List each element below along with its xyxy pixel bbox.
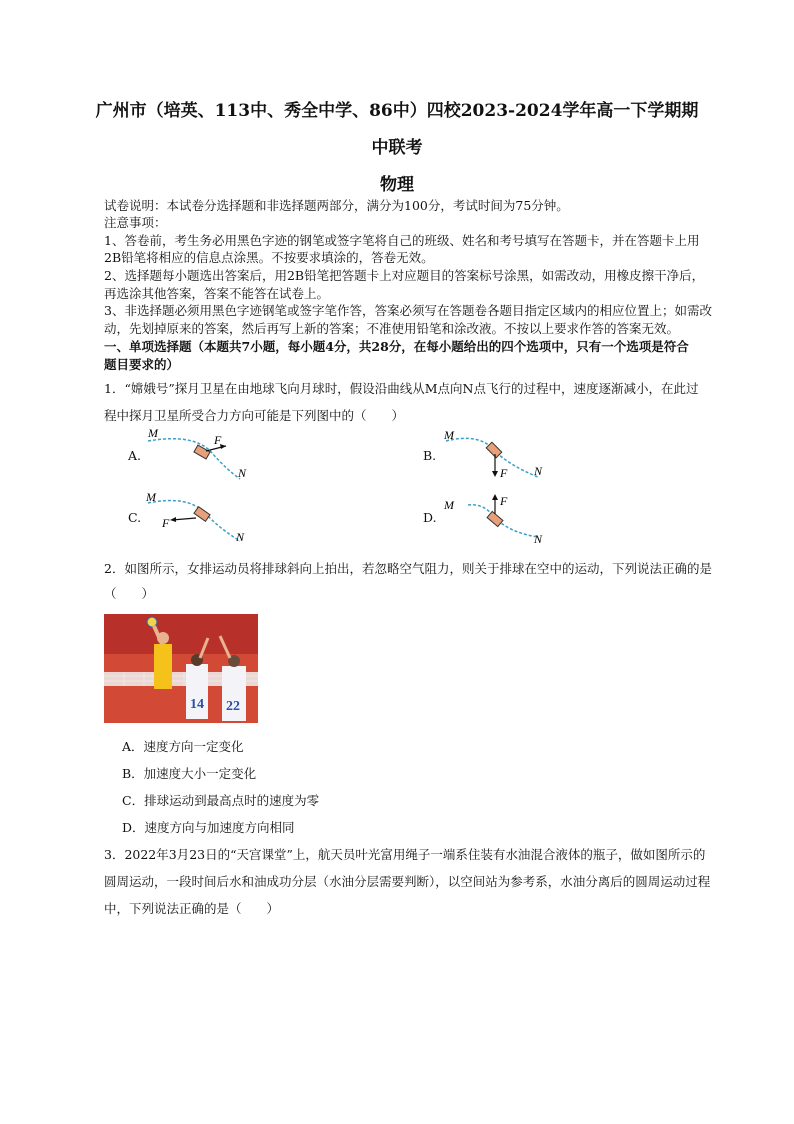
question-3-line-3: 中，下列说法正确的是（ ） xyxy=(104,901,280,916)
point-n-label: N xyxy=(534,532,543,546)
point-m-label: M xyxy=(444,428,454,442)
q1-option-d-diagram xyxy=(438,487,558,547)
point-m-label: M xyxy=(148,426,158,440)
trajectory-curve xyxy=(148,439,240,479)
note-3-line-2: 动，先划掉原来的答案，然后再写上新的答案；不准使用铅笔和涂改液。不按以上要求作答的答案无效。 xyxy=(104,321,680,336)
q2-option-d[interactable]: D．速度方向与加速度方向相同 xyxy=(122,820,295,835)
section-1-heading-line-2: 题目要求的） xyxy=(104,357,180,372)
subject-title: 物理 xyxy=(380,175,414,195)
satellite-block xyxy=(194,507,210,522)
q2-option-a[interactable]: A．速度方向一定变化 xyxy=(122,739,244,754)
q1-option-b-diagram xyxy=(438,425,558,485)
force-f-label: F xyxy=(214,433,222,447)
q1-option-a-label[interactable]: A. xyxy=(128,448,142,463)
force-arrowhead xyxy=(492,471,498,477)
question-3-line-1: 3．2022年3月23日的“天宫课堂”上，航天员叶光富用绳子一端系住装有水油混合液体的瓶子，做如图所示的 xyxy=(104,847,706,862)
question-2-line-2: （ ） xyxy=(104,586,155,601)
note-1-line-2: 2B铅笔将相应的信息点涂黑。不按要求填涂的，答卷无效。 xyxy=(104,250,434,265)
point-m-label: M xyxy=(146,490,156,504)
question-3-line-2: 圆周运动，一段时间后水和油成功分层（水油分层需要判断），以空间站为参考系，水油分离后的圆周运动过程 xyxy=(104,874,711,889)
force-arrowhead xyxy=(170,517,176,522)
q2-option-b[interactable]: B．加速度大小一定变化 xyxy=(122,766,257,781)
exam-title-line2: 中联考 xyxy=(371,138,423,158)
exam-title-line1: 广州市（培英、113中、秀全中学、86中）四校2023-2024学年高一下学期期 xyxy=(95,101,699,121)
point-n-label: N xyxy=(238,466,247,480)
q2-option-c[interactable]: C．排球运动到最高点时的速度为零 xyxy=(122,793,320,808)
satellite-block xyxy=(486,442,502,458)
point-n-label: N xyxy=(236,530,245,544)
volleyball-photo xyxy=(104,614,258,723)
note-3-line-1: 3、非选择题必须用黑色字迹钢笔或签字笔作答，答案必须写在答题卷各题目指定区域内的相应位置上；如需改 xyxy=(104,303,712,318)
q1-option-a-diagram xyxy=(140,425,260,485)
question-1-line-2: 程中探月卫星所受合力方向可能是下列图中的（ ） xyxy=(104,408,405,423)
q1-option-d-label[interactable]: D. xyxy=(423,510,437,525)
force-f-label: F xyxy=(162,516,170,530)
force-f-label: F xyxy=(500,466,508,480)
q1-option-b-label[interactable]: B. xyxy=(423,448,437,463)
jersey-number-22: 22 xyxy=(226,699,240,714)
point-m-label: M xyxy=(444,498,454,512)
question-2-line-1: 2．如图所示，女排运动员将排球斜向上拍出，若忽略空气阻力，则关于排球在空中的运动，下列说法正确的是 xyxy=(104,561,712,576)
volleyball-scene xyxy=(104,614,258,723)
point-n-label: N xyxy=(534,464,543,478)
q1-option-c-diagram xyxy=(140,487,260,547)
force-arrowhead xyxy=(492,494,498,500)
exam-note: 试卷说明：本试卷分选择题和非选择题两部分，满分为100分，考试时间为75分钟。 xyxy=(104,198,569,213)
q1-option-c-label[interactable]: C. xyxy=(128,510,142,525)
question-1-line-1: 1．“嫦娥号”探月卫星在由地球飞向月球时，假设沿曲线从M点向N点飞行的过程中，速度逐渐减小，在此过 xyxy=(104,381,699,396)
force-f-label: F xyxy=(500,494,508,508)
note-2-line-2: 再选涂其他答案，答案不能答在试卷上。 xyxy=(104,286,330,301)
notes-heading: 注意事项： xyxy=(104,215,167,230)
jersey-number-14: 14 xyxy=(190,697,204,712)
section-1-heading-line-1: 一、单项选择题（本题共7小题，每小题4分，共28分，在每小题给出的四个选项中，只有一个选项是符合 xyxy=(104,339,689,354)
note-2-line-1: 2、选择题每小题选出答案后，用2B铅笔把答题卡上对应题目的答案标号涂黑，如需改动，用橡皮擦干净后， xyxy=(104,268,705,283)
player-yellow xyxy=(154,644,172,689)
note-1-line-1: 1、答卷前，考生务必用黑色字迹的钢笔或签字笔将自己的班级、姓名和考号填写在答题卡，并在答题卡上用 xyxy=(104,233,700,248)
satellite-block xyxy=(194,445,210,459)
